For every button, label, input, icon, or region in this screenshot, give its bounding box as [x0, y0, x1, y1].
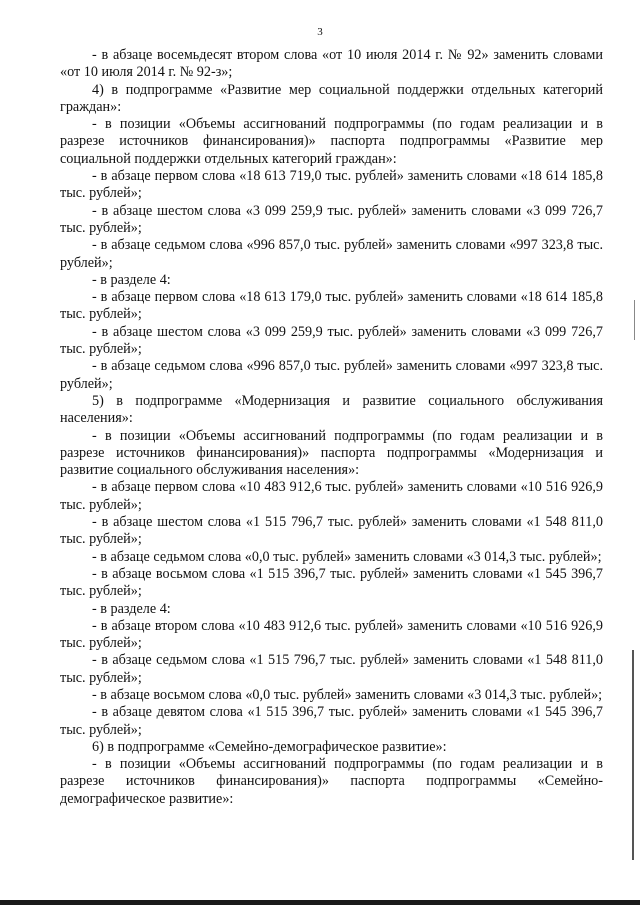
paragraph-item-4-abzac-6: - в абзаце шестом слова «3 099 259,9 тыс. рублей» заменить словами «3 099 726,7 тыс. рублей»; [60, 202, 603, 236]
paragraph-item-6-passport-position: - в позиции «Объемы ассигнований подпрограммы (по годам реализации и в разрезе источников финансирования)» паспорта подпрограммы «Семейно-демографическое развитие»: [60, 756, 603, 807]
paragraph-item-5-abzac-7: - в абзаце седьмом слова «0,0 тыс. рублей» заменить словами «3 014,3 тыс. рублей»; [92, 548, 602, 565]
paragraph-item-5-section-4-abzac-7: - в абзаце седьмом слова «1 515 796,7 тыс. рублей» заменить словами «1 548 811,0 тыс. рублей»; [60, 652, 603, 686]
paragraph-item-5-passport-position: - в позиции «Объемы ассигнований подпрограммы (по годам реализации и в разрезе источников финансирования)» паспорта подпрограммы «Модернизация и развитие социального обслуживания населения»: [60, 427, 603, 479]
paragraph-item-5-section-4-abzac-9: - в абзаце девятом слова «1 515 396,7 тыс. рублей» заменить словами «1 545 396,7 тыс. рублей»; [60, 704, 603, 738]
page-number: 3 [317, 26, 323, 38]
scan-edge-mark-upper [634, 300, 635, 340]
scan-edge-mark-lower [632, 650, 634, 860]
paragraph-item-5-abzac-6: - в абзаце шестом слова «1 515 796,7 тыс. рублей» заменить словами «1 548 811,0 тыс. рублей»; [60, 514, 603, 548]
paragraph-item-4-abzac-7: - в абзаце седьмом слова «996 857,0 тыс. рублей» заменить словами «997 323,8 тыс. рублей»; [60, 237, 603, 271]
paragraph-item-5-section-4-abzac-8: - в абзаце восьмом слова «0,0 тыс. рублей» заменить словами «3 014,3 тыс. рублей»; [92, 686, 603, 703]
paragraph-item-5-abzac-8: - в абзаце восьмом слова «1 515 396,7 тыс. рублей» заменить словами «1 545 396,7 тыс. рублей»; [60, 565, 603, 600]
paragraph-item-4-section-4-abzac-1: - в абзаце первом слова «18 613 179,0 тыс. рублей» заменить словами «18 614 185,8 тыс. рублей»; [60, 289, 603, 323]
paragraph-item-4-section-4: - в разделе 4: [92, 271, 171, 288]
paragraph-item-4-section-4-abzac-6: - в абзаце шестом слова «3 099 259,9 тыс. рублей» заменить словами «3 099 726,7 тыс. рублей»; [60, 323, 603, 358]
paragraph-item-5-abzac-1: - в абзаце первом слова «10 483 912,6 тыс. рублей» заменить словами «10 516 926,9 тыс. рублей»; [60, 479, 603, 513]
paragraph-item-4-section-4-abzac-7: - в абзаце седьмом слова «996 857,0 тыс. рублей» заменить словами «997 323,8 тыс. рублей»; [60, 358, 603, 392]
paragraph-item-5-section-4-abzac-2: - в абзаце втором слова «10 483 912,6 тыс. рублей» заменить словами «10 516 926,9 тыс. рублей»; [60, 617, 603, 652]
paragraph-item-5-section-4: - в разделе 4: [92, 600, 171, 617]
paragraph-item-6-heading: 6) в подпрограмме «Семейно-демографическое развитие»: [92, 738, 447, 755]
scan-bottom-edge [0, 900, 640, 905]
document-body [60, 47, 603, 808]
paragraph-item-4-heading: 4) в подпрограмме «Развитие мер социальной поддержки отдельных категорий граждан»: [60, 81, 603, 115]
paragraph-item-4-passport-position: - в позиции «Объемы ассигнований подпрограммы (по годам реализации и в разрезе источников финансирования)» паспорта подпрограммы «Развитие мер социальной поддержки отдельных категорий граждан»: [60, 116, 603, 167]
paragraph-item-5-heading: 5) в подпрограмме «Модернизация и развитие социального обслуживания населения»: [60, 392, 603, 427]
paragraph-amend-abzac-82: - в абзаце восемьдесят втором слова «от 10 июля 2014 г. № 92» заменить словами «от 10 июля 2014 г. № 92-з»; [60, 47, 603, 81]
paragraph-item-4-abzac-1: - в абзаце первом слова «18 613 719,0 тыс. рублей» заменить словами «18 614 185,8 тыс. рублей»; [60, 168, 603, 202]
